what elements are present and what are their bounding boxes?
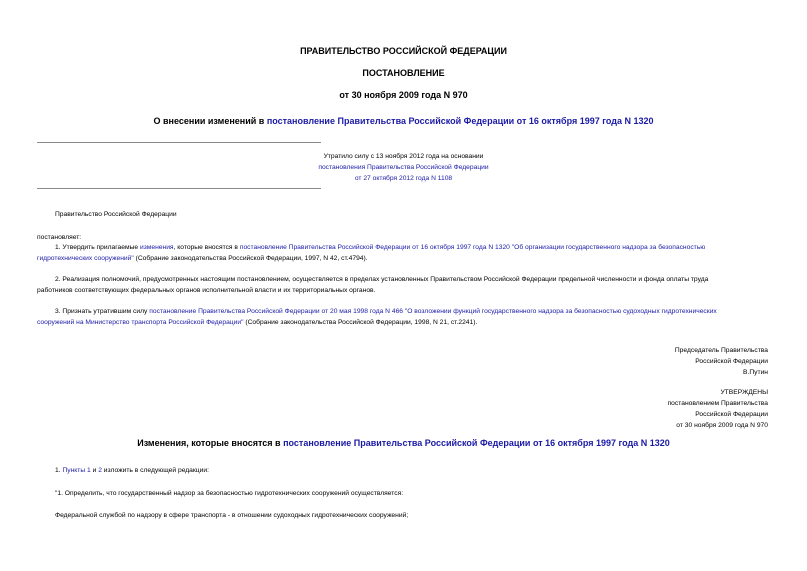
status-note-line-1: Утратило силу с 13 ноября 2012 года на основании	[323, 153, 484, 160]
document-date-number: от 30 ноября 2009 года N 970	[339, 90, 468, 100]
resolution-466-link-cont[interactable]: сооружений на Министерство транспорта Российской Федерации"	[37, 319, 244, 326]
paragraph-3-line-2: сооружений на Министерство транспорта Российской Федерации" (Собрание законодательства Российской Федерации, 1998, N 21, ст.2241).	[37, 319, 478, 326]
resolution-1320-link[interactable]: постановление Правительства Российской Федерации от 16 октября 1997 года N 1320 "Об организации государственного надзора за безопасностью	[239, 244, 706, 251]
paragraph-3-line-1: 3. Признать утратившим силу постановление Правительства Российской Федерации от 20 мая 1998 года N 466 "О возложении функций государственного надзора за безопасностью судоходных гидротехнических	[55, 308, 717, 315]
items-1-link[interactable]: Пункты 1	[62, 467, 91, 474]
decides-text: постановляет:	[37, 234, 82, 241]
changes-title-link[interactable]: постановление Правительства Российской Федерации от 16 октября 1997 года N 1320	[283, 438, 670, 448]
document-type: ПОСТАНОВЛЕНИЕ	[362, 68, 445, 78]
approval-line-2: постановлением Правительства	[667, 400, 768, 407]
resolution-466-link[interactable]: постановление Правительства Российской Федерации от 20 мая 1998 года N 466 "О возложении функций государственного надзора за безопасностью судоходных гидротехнических	[149, 308, 717, 315]
paragraph-1-line-2: гидротехнических сооружений" (Собрание законодательства Российской Федерации, 1997, N 42, ст.4794).	[37, 255, 368, 262]
approval-heading: УТВЕРЖДЕНЫ	[720, 389, 768, 396]
divider-bottom	[37, 188, 321, 189]
signature-country: Российской Федерации	[695, 358, 768, 365]
approval-block	[668, 387, 768, 431]
paragraph-2-line-2: работников соответствующих федеральных органов исполнительной власти и их территориальных органов.	[37, 287, 376, 294]
resolution-1320-link-cont[interactable]: гидротехнических сооружений"	[37, 255, 134, 262]
changes-title-prefix: Изменения, которые вносятся в	[137, 438, 284, 448]
quoted-text-2: Федеральной службой по надзору в сфере транспорта - в отношении судоходных гидротехнических сооружений;	[55, 512, 409, 519]
repealing-resolution-date-link[interactable]: от 27 октября 2012 года N 1108	[354, 175, 453, 182]
changes-title	[0, 438, 807, 448]
government-name: ПРАВИТЕЛЬСТВО РОССИЙСКОЙ ФЕДЕРАЦИИ	[300, 46, 507, 56]
approval-line-4: от 30 ноября 2009 года N 970	[676, 422, 768, 429]
signature-block	[675, 345, 768, 378]
intro-text: Правительство Российской Федерации	[55, 211, 177, 218]
divider-top	[37, 142, 321, 143]
changes-link[interactable]: изменения	[139, 244, 174, 251]
signature-name: В.Путин	[743, 369, 768, 376]
signature-position: Председатель Правительства	[674, 347, 768, 354]
repealing-resolution-link[interactable]: постановления Правительства Российской Федерации	[318, 164, 489, 171]
amended-resolution-link[interactable]: постановление Правительства Российской Федерации от 16 октября 1997 года N 1320	[266, 116, 654, 126]
paragraph-1-line-1: 1. Утвердить прилагаемые изменения, которые вносятся в постановление Правительства Российской Федерации от 16 октября 1997 года N 1320 "Об организации государственного надзора за безопасностью	[55, 244, 706, 251]
document-title	[0, 116, 807, 126]
changes-item-1: 1. Пункты 1 и 2 изложить в следующей редакции:	[55, 467, 209, 474]
item-2-link[interactable]: 2	[98, 467, 102, 474]
document-title-prefix: О внесении изменений в	[153, 116, 267, 126]
paragraph-2-line-1: 2. Реализация полномочий, предусмотренных настоящим постановлением, осуществляется в пределах установленных Правительством Российской Федерации предельной численности и фонда оплаты труда	[55, 276, 709, 283]
status-note	[0, 151, 807, 184]
quoted-text-1: "1. Определить, что государственный надзор за безопасностью гидротехнических сооружений осуществляется:	[55, 490, 404, 497]
approval-line-3: Российской Федерации	[695, 411, 768, 418]
